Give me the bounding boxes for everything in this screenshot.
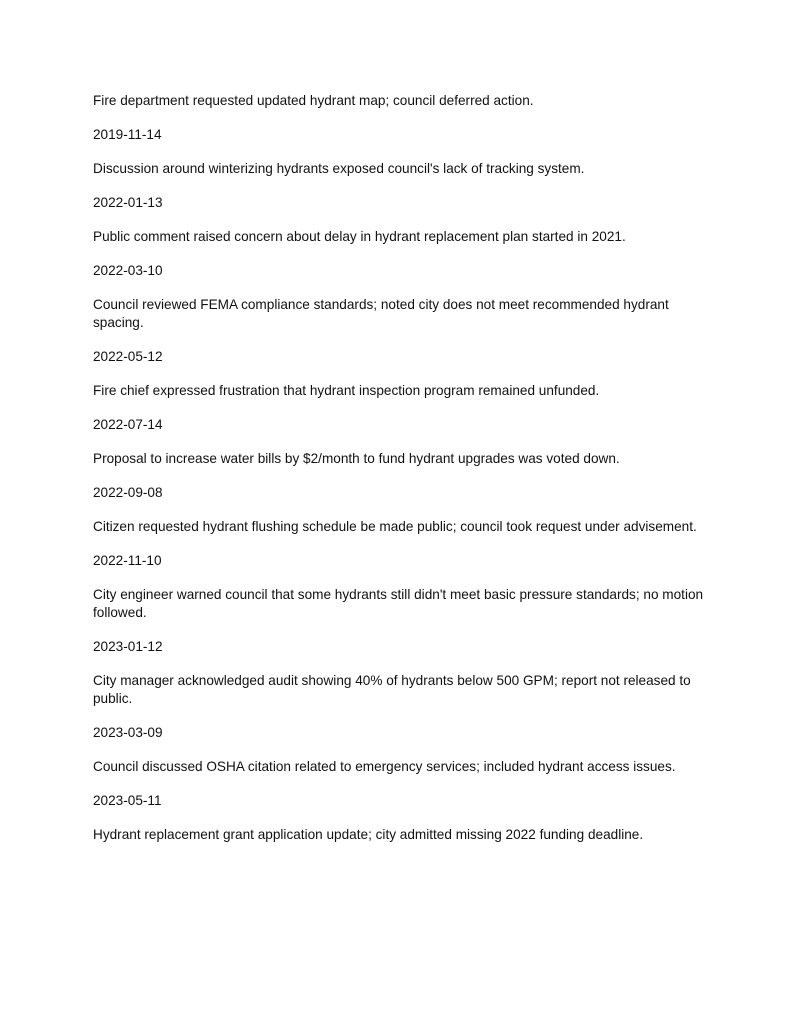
entry-summary: Council discussed OSHA citation related to emergency services; included hydrant access issues. <box>93 759 676 774</box>
entry-summary: City manager acknowledged audit showing 40% of hydrants below 500 GPM; report not released to public. <box>93 673 691 706</box>
entry-date: 2023-05-11 <box>93 793 162 808</box>
entry-summary: Council reviewed FEMA compliance standards; noted city does not meet recommended hydrant spacing. <box>93 297 669 330</box>
entry-summary: Hydrant replacement grant application update; city admitted missing 2022 funding deadline. <box>93 827 644 842</box>
entry-date: 2019-11-14 <box>93 127 162 142</box>
entry-date: 2022-09-08 <box>93 485 163 500</box>
entry-summary: Citizen requested hydrant flushing schedule be made public; council took request under advisement. <box>93 519 697 534</box>
entry-date: 2022-07-14 <box>93 417 163 432</box>
entry-summary: Proposal to increase water bills by $2/month to fund hydrant upgrades was voted down. <box>93 451 620 466</box>
entry-summary: Fire department requested updated hydrant map; council deferred action. <box>93 93 534 108</box>
entry-summary: Public comment raised concern about delay in hydrant replacement plan started in 2021. <box>93 229 626 244</box>
entry-summary: Discussion around winterizing hydrants exposed council's lack of tracking system. <box>93 161 585 176</box>
entry-date: 2022-11-10 <box>93 553 162 568</box>
entry-summary: City engineer warned council that some hydrants still didn't meet basic pressure standards; no motion followed. <box>93 587 704 620</box>
entry-date: 2022-05-12 <box>93 349 163 364</box>
entry-date: 2023-01-12 <box>93 639 163 654</box>
entry-date: 2023-03-09 <box>93 725 163 740</box>
entry-date: 2022-01-13 <box>93 195 163 210</box>
meeting-entries <box>93 92 713 860</box>
entry-summary: Fire chief expressed frustration that hydrant inspection program remained unfunded. <box>93 383 600 398</box>
entry-date: 2022-03-10 <box>93 263 163 278</box>
